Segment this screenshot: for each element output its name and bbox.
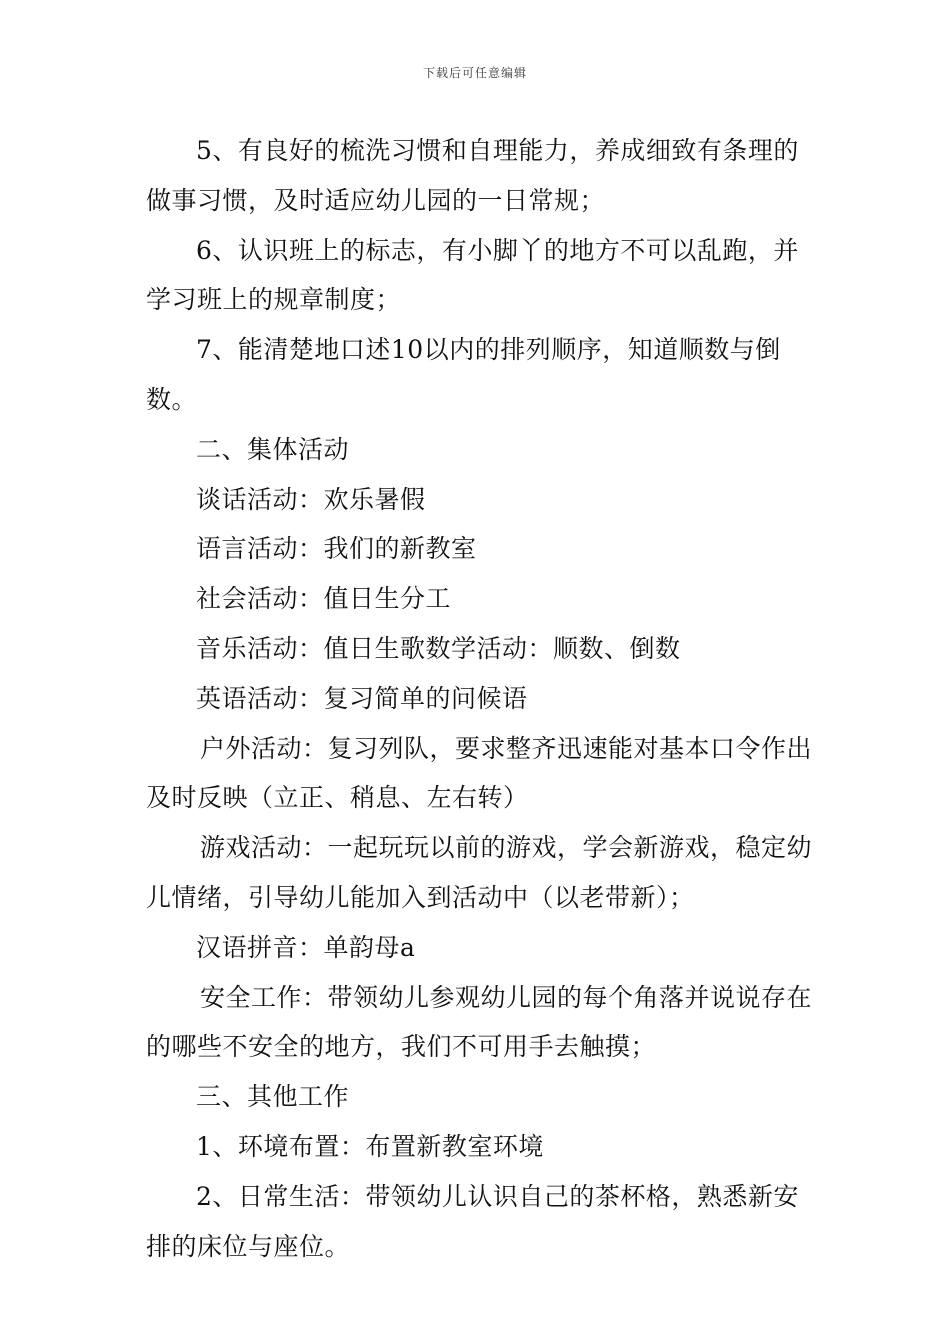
activity-safety: 安全工作：带领幼儿参观幼儿园的每个角落并说说存在的哪些不安全的地方，我们不可用手去触摸； [146,982,813,1062]
activity-english: 英语活动：复习简单的问候语 [196,683,528,713]
activity-games: 游戏活动：一起玩玩以前的游戏，学会新游戏，稳定幼儿情绪，引导幼儿能加入到活动中（以老带新）； [146,833,813,912]
section-heading-other-work: 三、其他工作 [196,1082,350,1112]
work-daily-life: 2、日常生活：带领幼儿认识自己的茶杯格，熟悉新安排的床位与座位。 [146,1181,799,1261]
work-environment: 1、环境布置：布置新教室环境 [196,1131,544,1161]
paragraph-class-signs: 6、认识班上的标志，有小脚丫的地方不可以乱跑，并学习班上的规章制度； [146,235,799,315]
activity-pinyin: 汉语拼音：单韵母a [196,932,416,962]
page-header: 下载后可任意编辑 [422,66,527,80]
activity-music-math: 音乐活动：值日生歌数学活动：顺数、倒数 [196,633,681,663]
paragraph-counting: 7、能清楚地口述10以内的排列顺序，知道顺数与倒数。 [146,335,781,414]
paragraph-habits: 5、有良好的梳洗习惯和自理能力，养成细致有条理的做事习惯，及时适应幼儿园的一日常规； [146,136,799,215]
activity-social: 社会活动：值日生分工 [196,584,452,614]
activity-outdoor: 户外活动：复习列队，要求整齐迅速能对基本口令作出及时反映（立正、稍息、左右转） [146,733,813,813]
activity-language: 语言活动：我们的新教室 [196,534,477,564]
activity-talk: 谈话活动：欢乐暑假 [196,484,426,514]
section-heading-group-activities: 二、集体活动 [196,434,350,464]
document-body [146,126,814,1271]
